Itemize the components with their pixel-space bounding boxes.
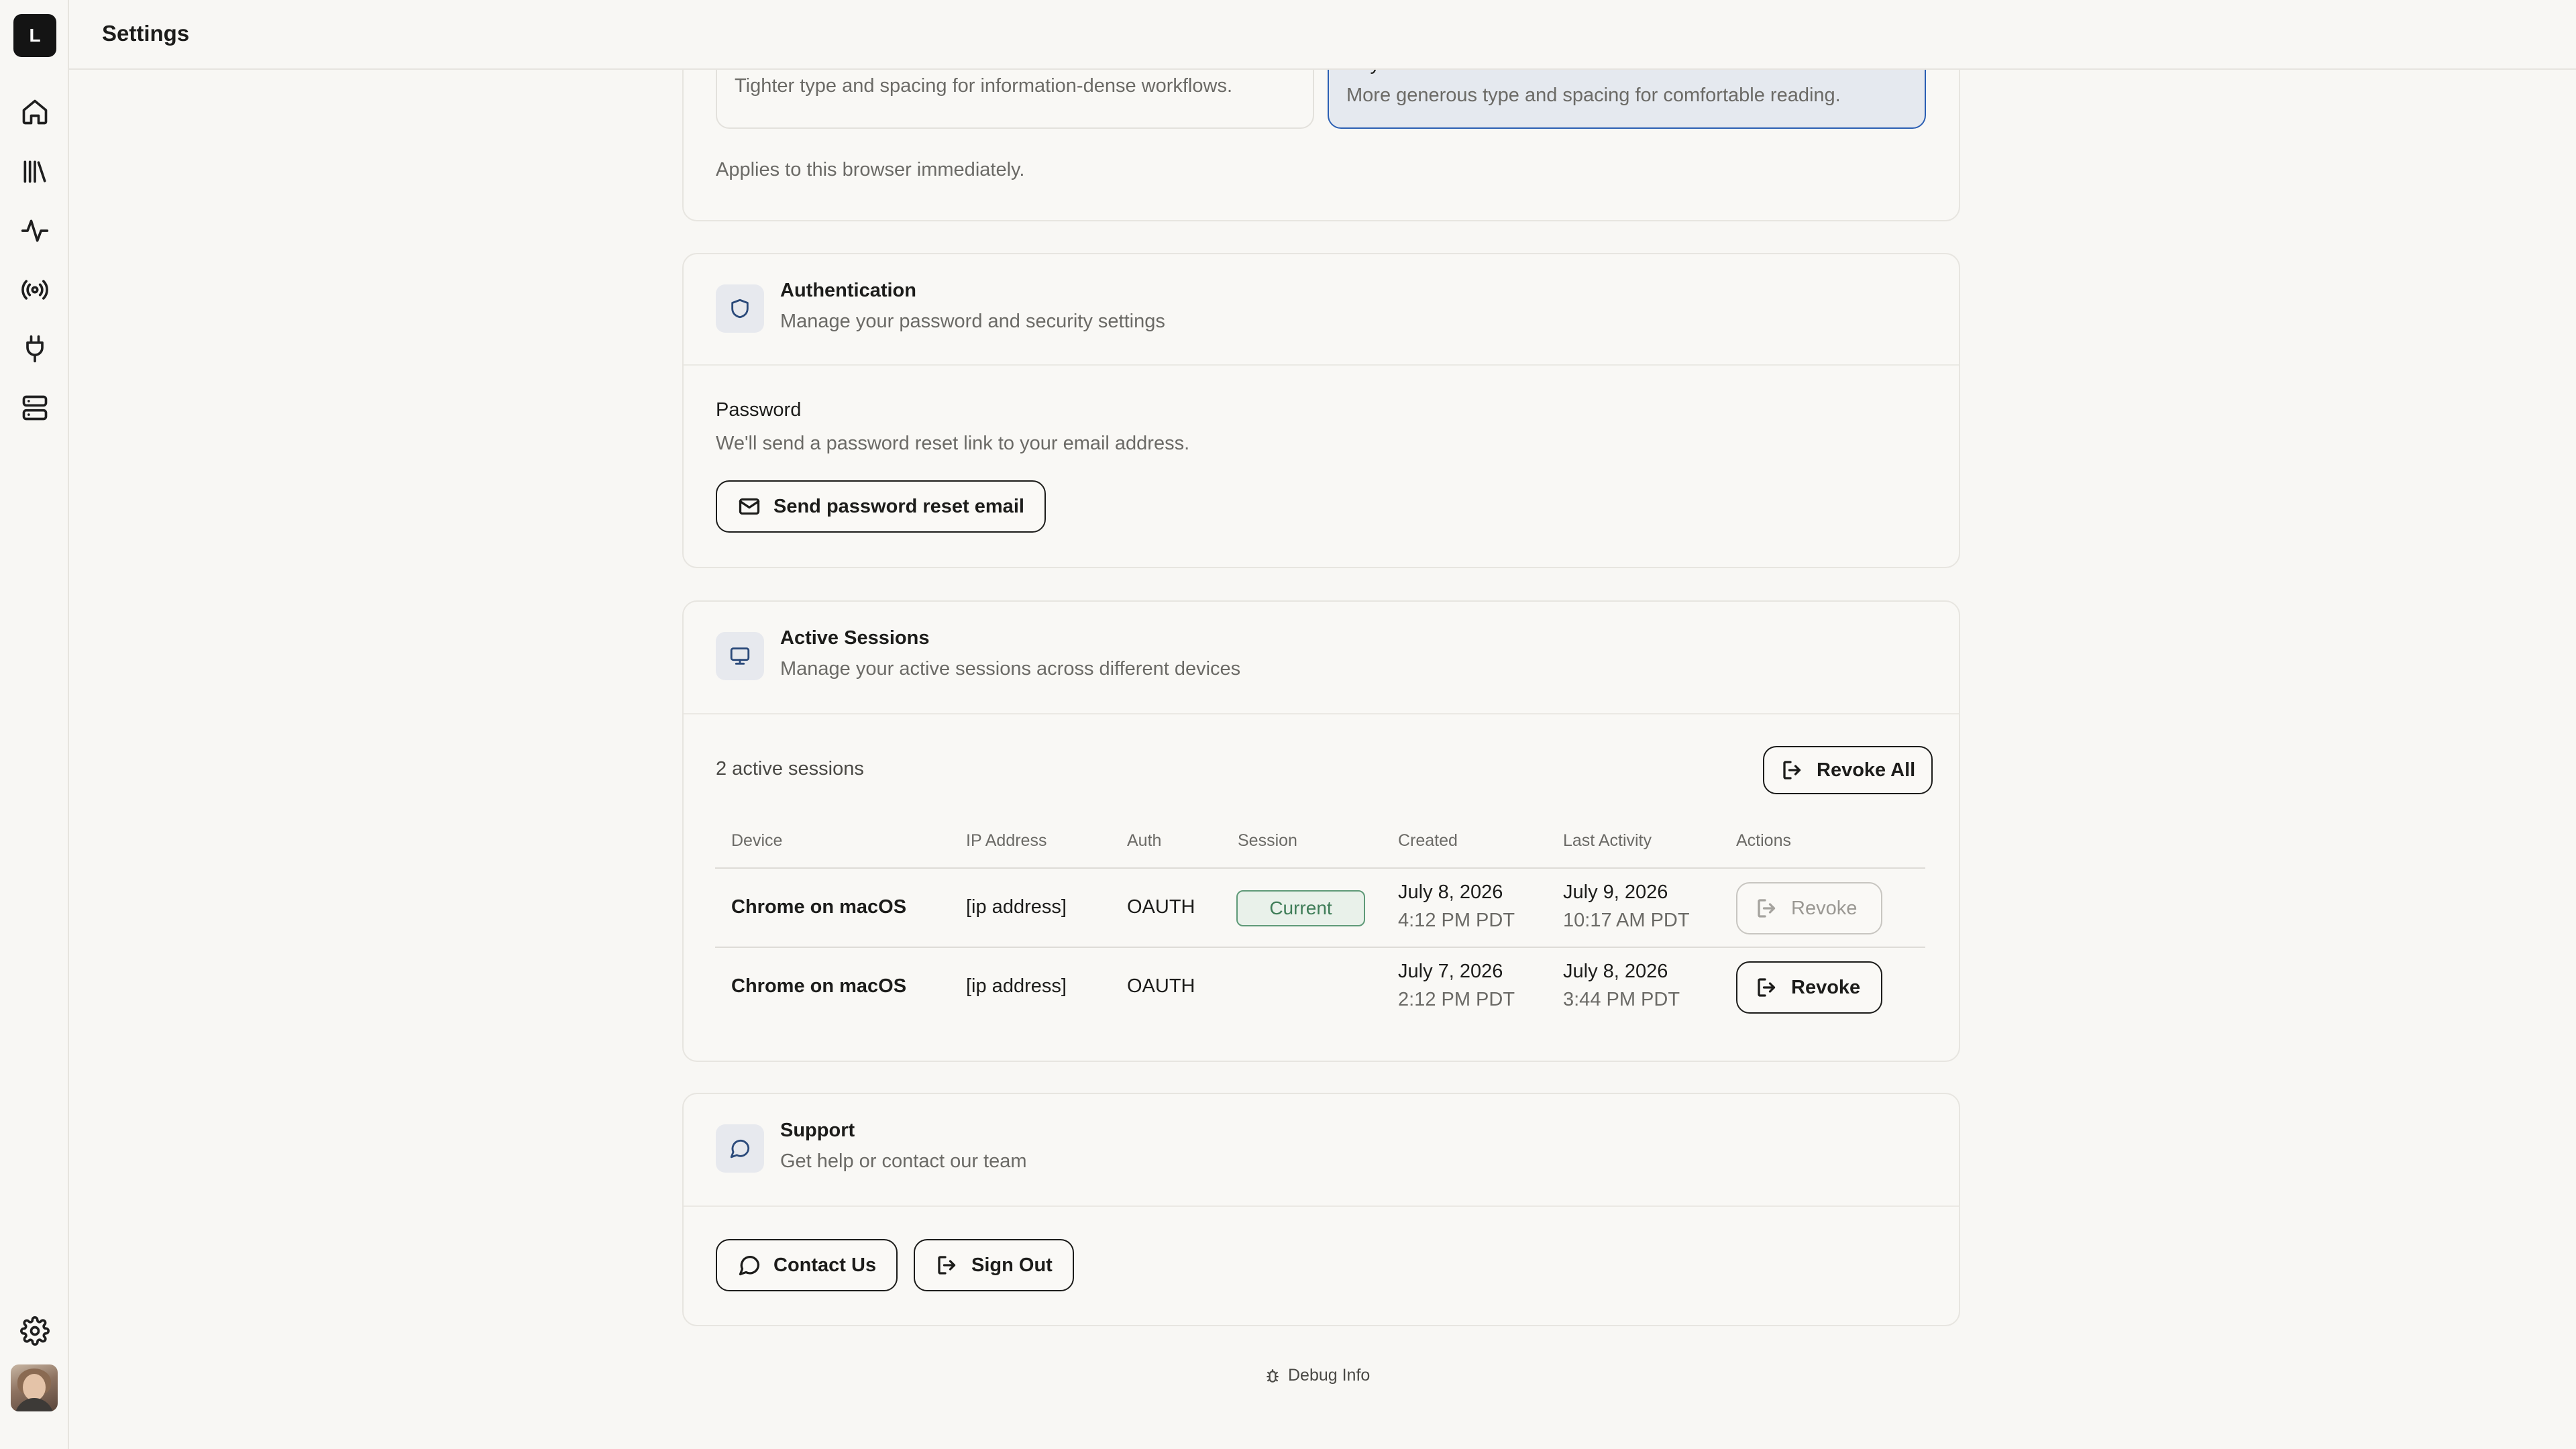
shield-icon	[716, 284, 764, 333]
sidebar	[0, 0, 69, 1449]
airy-description: More generous type and spacing for comfortable reading.	[1346, 85, 1841, 106]
server-icon[interactable]	[19, 392, 51, 424]
revoke-button-disabled[interactable]	[1736, 882, 1882, 934]
table-header-divider	[715, 867, 1925, 869]
device-cell: Chrome on macOS	[731, 896, 907, 918]
column-header-created: Created	[1398, 831, 1458, 850]
created-date: July 8, 2026	[1398, 881, 1503, 903]
created-time: 2:12 PM PDT	[1398, 989, 1515, 1010]
session-count: 2 active sessions	[716, 758, 864, 780]
password-label: Password	[716, 399, 802, 421]
sessions-subtitle: Manage your active sessions across different devices	[780, 658, 1241, 680]
auth-cell: OAUTH	[1127, 975, 1195, 997]
send-reset-email-label: Send password reset email	[773, 495, 1024, 517]
auth-cell: OAUTH	[1127, 896, 1195, 918]
last-activity-date: July 8, 2026	[1563, 961, 1668, 982]
debug-info-link[interactable]	[1264, 1366, 1370, 1385]
column-header-ip: IP Address	[966, 831, 1047, 850]
logout-icon	[1755, 896, 1779, 920]
column-header-auth: Auth	[1127, 831, 1162, 850]
bug-icon	[1264, 1367, 1281, 1385]
divider	[684, 364, 1959, 366]
last-activity-date: July 9, 2026	[1563, 881, 1668, 903]
mail-icon	[737, 494, 761, 519]
revoke-button[interactable]	[1736, 961, 1882, 1014]
contact-us-label: Contact Us	[773, 1254, 877, 1276]
ip-cell: [ip address]	[966, 896, 1067, 918]
logout-icon	[1780, 758, 1805, 782]
message-circle-icon	[716, 1124, 764, 1173]
row-divider	[715, 947, 1925, 948]
revoke-all-button[interactable]	[1763, 746, 1933, 794]
sign-out-button[interactable]	[914, 1239, 1074, 1291]
last-activity-time: 10:17 AM PDT	[1563, 910, 1690, 931]
density-hint: Applies to this browser immediately.	[716, 159, 1025, 180]
authentication-subtitle: Manage your password and security settings	[780, 311, 1165, 332]
send-reset-email-button[interactable]	[716, 480, 1046, 533]
support-title: Support	[780, 1120, 855, 1141]
authentication-card	[682, 253, 1960, 568]
sessions-title: Active Sessions	[780, 627, 930, 649]
library-icon[interactable]	[19, 156, 51, 188]
revoke-label: Revoke	[1791, 897, 1858, 919]
column-header-session: Session	[1238, 831, 1297, 850]
column-header-device: Device	[731, 831, 783, 850]
authentication-title: Authentication	[780, 280, 916, 301]
support-card	[682, 1093, 1960, 1326]
gear-icon[interactable]	[19, 1315, 51, 1347]
revoke-label: Revoke	[1791, 976, 1861, 998]
avatar[interactable]	[11, 1364, 58, 1411]
activity-icon[interactable]	[19, 215, 51, 247]
support-subtitle: Get help or contact our team	[780, 1150, 1027, 1172]
divider	[684, 713, 1959, 714]
compact-description: Tighter type and spacing for information-dense workflows.	[735, 75, 1233, 97]
device-cell: Chrome on macOS	[731, 975, 907, 997]
broadcast-icon[interactable]	[19, 274, 51, 306]
top-bar	[69, 0, 2576, 70]
column-header-actions: Actions	[1736, 831, 1791, 850]
revoke-all-label: Revoke All	[1817, 759, 1916, 781]
divider	[684, 1205, 1959, 1207]
ip-cell: [ip address]	[966, 975, 1067, 997]
sign-out-label: Sign Out	[971, 1254, 1053, 1276]
logo-letter: L	[29, 25, 41, 46]
plug-icon[interactable]	[19, 333, 51, 365]
logout-icon	[935, 1253, 959, 1277]
message-circle-icon	[737, 1253, 761, 1277]
last-activity-time: 3:44 PM PDT	[1563, 989, 1680, 1010]
home-icon[interactable]	[19, 96, 51, 128]
logout-icon	[1755, 975, 1779, 1000]
created-time: 4:12 PM PDT	[1398, 910, 1515, 931]
monitor-icon	[716, 632, 764, 680]
app-logo[interactable]	[13, 14, 56, 57]
contact-us-button[interactable]	[716, 1239, 898, 1291]
debug-info-label: Debug Info	[1288, 1366, 1371, 1385]
created-date: July 7, 2026	[1398, 961, 1503, 982]
password-help: We'll send a password reset link to your email address.	[716, 433, 1190, 454]
page-title: Settings	[102, 21, 190, 46]
current-session-badge: Current	[1236, 890, 1365, 926]
column-header-last-activity: Last Activity	[1563, 831, 1652, 850]
